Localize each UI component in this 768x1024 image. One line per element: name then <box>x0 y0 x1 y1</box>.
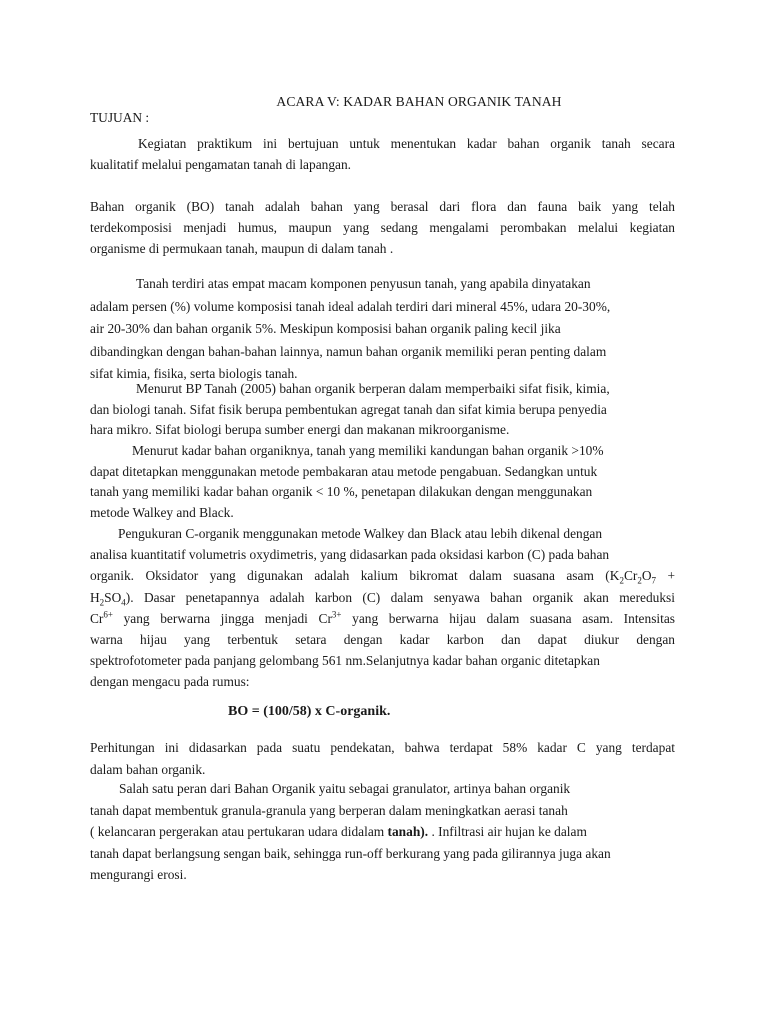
walkey-black-paragraph <box>90 523 675 693</box>
tujuan-paragraph <box>90 133 675 175</box>
text-line: warna hijau yang terbentuk setara dengan kadar karbon dan dapat diukur dengan <box>90 632 675 648</box>
text-segment: O <box>641 568 652 584</box>
text-line: tanah yang memiliki kadar bahan organik < 10 %, penetapan dilakukan dengan menggunakan <box>90 484 593 499</box>
subscript: 7 <box>651 576 657 587</box>
text-segment: ). Dasar penetapannya adalah karbon (C) dalam senyawa bahan organik akan mereduksi <box>125 589 675 605</box>
text-segment: ( kelancaran pergerakan atau pertukaran udara didalam <box>90 824 388 839</box>
text-line: dapat ditetapkan menggunakan metode pembakaran atau metode pengabuan. Sedangkan untuk <box>90 463 598 479</box>
bp-tanah-paragraph <box>90 379 675 441</box>
text-line: mengurangi erosi. <box>90 867 187 882</box>
text-segment: yang berwarna hijau dalam suasana asam. Intensitas <box>341 610 676 626</box>
text-line: analisa kuantitatif volumetris oxydimetris, yang didasarkan pada oksidasi karbon (C) pada bahan <box>90 547 610 563</box>
text-line: Bahan organik (BO) tanah adalah bahan yang berasal dari flora dan fauna baik yang telah <box>90 199 675 214</box>
bo-definition-paragraph <box>90 196 675 259</box>
text-segment: yang berwarna jingga menjadi Cr <box>112 610 332 626</box>
bold-segment: tanah). <box>387 824 429 839</box>
subscript: 2 <box>637 576 642 587</box>
text-line <box>90 821 675 843</box>
text-segment: H <box>90 589 100 605</box>
document-title: ACARA V: KADAR BAHAN ORGANIK TANAH <box>276 94 562 109</box>
text-line: sifat kimia, fisika, serta biologis tanah. <box>90 366 298 381</box>
subscript: 4 <box>121 597 126 608</box>
text-line <box>90 565 675 586</box>
subscript: 2 <box>619 576 624 587</box>
soil-composition-paragraph <box>90 273 675 386</box>
text-line: kualitatif melalui pengamatan tanah di lapangan. <box>90 157 352 172</box>
text-segment: + <box>656 568 676 584</box>
bo-formula: BO = (100/58) x C-organik. <box>228 704 391 719</box>
text-line: air 20-30% dan bahan organik 5%. Meskipun komposisi bahan organik paling kecil jika <box>90 321 561 336</box>
kadar-paragraph <box>90 441 675 523</box>
text-line <box>90 587 675 608</box>
text-segment: organik. Oksidator yang digunakan adalah kalium bikromat dalam suasana asam (K <box>90 568 620 584</box>
text-line: Kegiatan praktikum ini bertujuan untuk menentukan kadar bahan organik tanah secara <box>138 136 675 151</box>
text-line: dan biologi tanah. Sifat fisik berupa pembentukan agregat tanah dan sifat kimia berupa penyedia <box>90 401 607 417</box>
text-segment: SO <box>104 589 122 605</box>
text-line: tanah dapat membentuk granula-granula yang berperan dalam meningkatkan aerasi tanah <box>90 802 568 818</box>
superscript: 3+ <box>331 609 342 620</box>
text-line: dalam bahan organik. <box>90 761 206 777</box>
text-line: organisme di permukaan tanah, maupun di dalam tanah . <box>90 241 394 256</box>
text-line: Perhitungan ini didasarkan pada suatu pendekatan, bahwa terdapat 58% kadar C yang terdapat <box>90 740 675 755</box>
text-segment: Cr <box>90 610 104 626</box>
text-line: spektrofotometer pada panjang gelombang 561 nm.Selanjutnya kadar bahan organic ditetapkan <box>90 653 600 669</box>
text-line: tanah dapat berlangsung sengan baik, sehingga run-off berkurang yang pada gilirannya juga akan <box>90 845 611 861</box>
text-line: metode Walkey and Black. <box>90 504 234 520</box>
granulator-paragraph <box>90 778 675 886</box>
perhitungan-paragraph <box>90 737 675 780</box>
superscript: 6+ <box>103 609 113 620</box>
text-line: hara mikro. Sifat biologi berupa sumber energi dan makanan mikroorganisme. <box>90 422 510 437</box>
text-line: Menurut kadar bahan organiknya, tanah yang memiliki kandungan bahan organik >10% <box>132 443 604 458</box>
tujuan-label: TUJUAN : <box>90 110 150 125</box>
text-line: Salah satu peran dari Bahan Organik yaitu sebagai granulator, artinya bahan organik <box>119 781 571 796</box>
text-segment: . Infiltrasi air hujan ke dalam <box>428 824 587 839</box>
text-line: dengan mengacu pada rumus: <box>90 674 250 690</box>
text-line: Pengukuran C-organik menggunakan metode Walkey dan Black atau lebih dikenal dengan <box>118 526 603 541</box>
text-line: Tanah terdiri atas empat macam komponen penyusun tanah, yang apabila dinyatakan <box>136 276 591 291</box>
text-line: terdekomposisi menjadi humus, maupun yang sedang mengalami perombakan melalui kegiatan <box>90 220 675 235</box>
subscript: 2 <box>99 597 105 608</box>
text-line <box>90 608 675 629</box>
text-line: Menurut BP Tanah (2005) bahan organik berperan dalam memperbaiki sifat fisik, kimia, <box>136 381 610 396</box>
text-segment: Cr <box>623 568 638 584</box>
text-line: dibandingkan dengan bahan-bahan lainnya, namun bahan organik memiliki peran penting dalam <box>90 343 607 359</box>
text-line: adalam persen (%) volume komposisi tanah ideal adalah terdiri dari mineral 45%, udara 20-30%, <box>90 298 611 314</box>
